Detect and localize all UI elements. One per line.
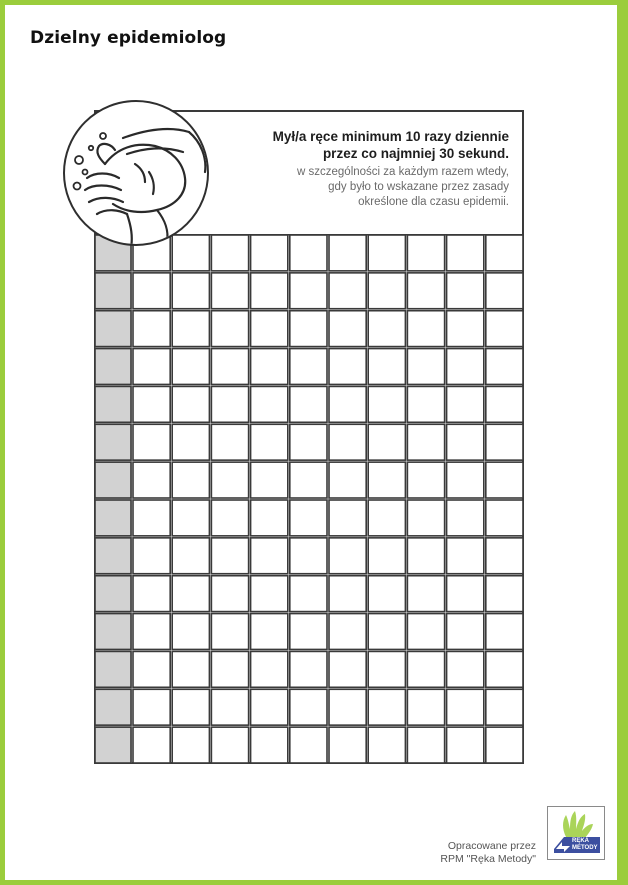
tally-cell[interactable]: [447, 651, 484, 687]
reka-metody-logo: [547, 806, 605, 860]
tally-cell[interactable]: [407, 235, 444, 271]
tally-cell[interactable]: [486, 576, 523, 612]
tally-cell[interactable]: [447, 500, 484, 536]
tally-cell[interactable]: [486, 386, 523, 422]
tally-cell[interactable]: [486, 538, 523, 574]
tally-cell[interactable]: [251, 311, 288, 347]
tally-cell[interactable]: [368, 651, 405, 687]
tally-cell[interactable]: [407, 651, 444, 687]
row-label-cell: [95, 689, 131, 725]
instruction-line-2: przez co najmniej 30 sekund.: [322, 146, 509, 161]
tally-cell[interactable]: [486, 311, 523, 347]
tally-cell[interactable]: [290, 614, 327, 650]
tally-cell[interactable]: [290, 235, 327, 271]
tally-cell[interactable]: [486, 727, 523, 763]
tally-cell[interactable]: [368, 689, 405, 725]
tally-cell[interactable]: [133, 651, 170, 687]
row-label-cell: [95, 273, 131, 309]
tally-cell[interactable]: [329, 349, 366, 385]
tally-cell[interactable]: [447, 538, 484, 574]
tally-cell[interactable]: [447, 311, 484, 347]
row-label-cell: [95, 651, 131, 687]
tally-cell[interactable]: [290, 273, 327, 309]
instruction-detail-1: w szczególności za każdym razem wtedy,: [297, 166, 509, 178]
tally-cell[interactable]: [447, 462, 484, 498]
tally-cell[interactable]: [211, 462, 248, 498]
tally-cell[interactable]: [290, 462, 327, 498]
tally-cell[interactable]: [407, 727, 444, 763]
tally-cell[interactable]: [329, 689, 366, 725]
row-label-cell: [95, 349, 131, 385]
tally-cell[interactable]: [172, 576, 209, 612]
page-title: Dzielny epidemiolog: [30, 28, 227, 48]
tally-cell[interactable]: [486, 689, 523, 725]
tally-cell[interactable]: [329, 386, 366, 422]
tally-cell[interactable]: [251, 273, 288, 309]
tally-cell[interactable]: [486, 349, 523, 385]
tally-cell[interactable]: [133, 500, 170, 536]
instructions: [189, 128, 509, 210]
tally-cell[interactable]: [211, 311, 248, 347]
tally-cell[interactable]: [447, 235, 484, 271]
row-label-cell: [95, 424, 131, 460]
row-label-cell: [95, 462, 131, 498]
tally-cell[interactable]: [133, 424, 170, 460]
tally-cell[interactable]: [329, 462, 366, 498]
tally-cell[interactable]: [486, 651, 523, 687]
tally-cell[interactable]: [329, 424, 366, 460]
tally-cell[interactable]: [407, 614, 444, 650]
tally-cell[interactable]: [290, 349, 327, 385]
tally-cell[interactable]: [486, 614, 523, 650]
tally-cell[interactable]: [407, 386, 444, 422]
logo-line-2: METODY: [572, 845, 598, 851]
logo-text: [572, 838, 598, 852]
tally-cell[interactable]: [290, 576, 327, 612]
tally-cell[interactable]: [329, 651, 366, 687]
tally-cell[interactable]: [447, 576, 484, 612]
hands-washing-icon: [63, 100, 209, 246]
tally-cell[interactable]: [486, 273, 523, 309]
tally-cell[interactable]: [329, 235, 366, 271]
tally-cell[interactable]: [172, 727, 209, 763]
tally-cell[interactable]: [211, 273, 248, 309]
tally-cell[interactable]: [407, 311, 444, 347]
tally-cell[interactable]: [251, 386, 288, 422]
tally-cell[interactable]: [447, 273, 484, 309]
row-label-cell: [95, 538, 131, 574]
tally-cell[interactable]: [290, 311, 327, 347]
tally-cell[interactable]: [368, 500, 405, 536]
tally-cell[interactable]: [172, 386, 209, 422]
tally-cell[interactable]: [407, 424, 444, 460]
tally-cell[interactable]: [133, 538, 170, 574]
tally-cell[interactable]: [133, 311, 170, 347]
tally-cell[interactable]: [368, 349, 405, 385]
tally-cell[interactable]: [290, 727, 327, 763]
tally-cell[interactable]: [329, 311, 366, 347]
tally-cell[interactable]: [290, 386, 327, 422]
tally-cell[interactable]: [368, 424, 405, 460]
tally-cell[interactable]: [251, 424, 288, 460]
tally-cell[interactable]: [251, 500, 288, 536]
tally-cell[interactable]: [486, 462, 523, 498]
tally-cell[interactable]: [329, 576, 366, 612]
tally-cell[interactable]: [211, 651, 248, 687]
credit-line-1: Opracowane przez: [447, 840, 536, 852]
tally-cell[interactable]: [251, 538, 288, 574]
tally-cell[interactable]: [133, 349, 170, 385]
instruction-line-1: Mył/a ręce minimum 10 razy dziennie: [272, 129, 509, 144]
tally-cell[interactable]: [172, 689, 209, 725]
row-label-cell: [95, 311, 131, 347]
tally-cell[interactable]: [368, 235, 405, 271]
tally-cell[interactable]: [211, 689, 248, 725]
logo-line-1: RĘKA: [572, 838, 590, 844]
tally-cell[interactable]: [407, 689, 444, 725]
tally-cell[interactable]: [447, 689, 484, 725]
row-label-cell: [95, 500, 131, 536]
tally-cell[interactable]: [447, 424, 484, 460]
tally-cell[interactable]: [133, 386, 170, 422]
tally-cell[interactable]: [133, 614, 170, 650]
tally-cell[interactable]: [172, 651, 209, 687]
tally-cell[interactable]: [447, 614, 484, 650]
tally-cell[interactable]: [251, 689, 288, 725]
tally-cell[interactable]: [447, 349, 484, 385]
credit-line-2: RPM "Ręka Metody": [440, 853, 536, 865]
tally-cell[interactable]: [172, 424, 209, 460]
tally-cell[interactable]: [407, 576, 444, 612]
row-label-cell: [95, 386, 131, 422]
instruction-detail-3: określone dla czasu epidemii.: [358, 196, 509, 208]
tally-cell[interactable]: [329, 273, 366, 309]
tally-cell[interactable]: [447, 386, 484, 422]
tally-cell[interactable]: [133, 727, 170, 763]
tally-cell[interactable]: [251, 235, 288, 271]
tally-cell[interactable]: [211, 576, 248, 612]
tally-cell[interactable]: [251, 349, 288, 385]
tally-cell[interactable]: [368, 311, 405, 347]
tally-cell[interactable]: [251, 651, 288, 687]
tally-cell[interactable]: [486, 235, 523, 271]
tally-cell[interactable]: [133, 689, 170, 725]
tally-cell[interactable]: [211, 386, 248, 422]
tally-cell[interactable]: [407, 349, 444, 385]
row-label-cell: [95, 727, 131, 763]
tally-grid-svg: [94, 234, 524, 764]
tally-cell[interactable]: [133, 273, 170, 309]
tally-cell[interactable]: [251, 727, 288, 763]
tally-cell[interactable]: [368, 273, 405, 309]
tally-cell[interactable]: [172, 500, 209, 536]
tally-cell[interactable]: [368, 386, 405, 422]
row-label-cell: [95, 576, 131, 612]
tally-cell[interactable]: [290, 689, 327, 725]
tally-cell[interactable]: [407, 500, 444, 536]
tally-cell[interactable]: [368, 462, 405, 498]
tally-cell[interactable]: [407, 462, 444, 498]
tally-cell[interactable]: [172, 538, 209, 574]
tally-cell[interactable]: [211, 614, 248, 650]
tally-cell[interactable]: [211, 500, 248, 536]
tally-cell[interactable]: [251, 614, 288, 650]
tally-cell[interactable]: [486, 500, 523, 536]
tally-cell[interactable]: [368, 538, 405, 574]
tally-cell[interactable]: [290, 538, 327, 574]
tally-cell[interactable]: [368, 614, 405, 650]
tally-cell[interactable]: [407, 273, 444, 309]
tally-cell[interactable]: [368, 727, 405, 763]
tally-cell[interactable]: [172, 349, 209, 385]
tally-cell[interactable]: [329, 500, 366, 536]
tally-cell[interactable]: [368, 576, 405, 612]
tally-cell[interactable]: [211, 349, 248, 385]
tally-cell[interactable]: [251, 576, 288, 612]
credit: [440, 840, 536, 866]
tally-cell[interactable]: [486, 424, 523, 460]
tally-cell[interactable]: [172, 273, 209, 309]
tally-grid: [94, 234, 524, 764]
row-label-cell: [95, 614, 131, 650]
tally-cell[interactable]: [251, 462, 288, 498]
tally-cell[interactable]: [447, 727, 484, 763]
tally-cell[interactable]: [172, 614, 209, 650]
tally-cell[interactable]: [172, 311, 209, 347]
tally-cell[interactable]: [329, 538, 366, 574]
tally-cell[interactable]: [290, 424, 327, 460]
tally-cell[interactable]: [133, 462, 170, 498]
tally-cell[interactable]: [211, 424, 248, 460]
tally-cell[interactable]: [211, 235, 248, 271]
tally-cell[interactable]: [329, 614, 366, 650]
tally-cell[interactable]: [172, 462, 209, 498]
tally-cell[interactable]: [329, 727, 366, 763]
instruction-detail-2: gdy było to wskazane przez zasady: [328, 181, 509, 193]
tally-cell[interactable]: [211, 538, 248, 574]
tally-cell[interactable]: [407, 538, 444, 574]
tally-cell[interactable]: [290, 500, 327, 536]
tally-cell[interactable]: [133, 576, 170, 612]
tally-cell[interactable]: [290, 651, 327, 687]
tally-cell[interactable]: [211, 727, 248, 763]
